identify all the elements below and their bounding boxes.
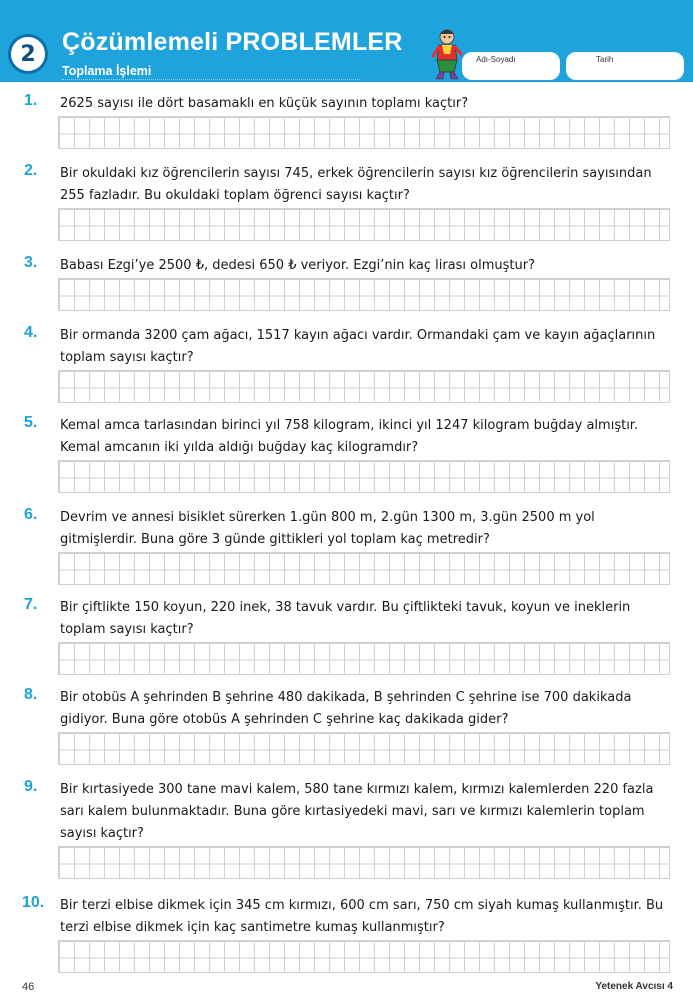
answer-grid [58, 370, 670, 403]
answer-grid [58, 732, 670, 765]
answer-grid [58, 278, 670, 311]
question-text: Bir ormanda 3200 çam ağacı, 1517 kayın ağacı vardır. Ormandaki çam ve kayın ağaçlarının toplam sayısı kaçtır? [60, 328, 656, 365]
question-number: 5. [24, 414, 38, 431]
question-number: 10. [22, 894, 45, 911]
answer-grid [58, 940, 670, 973]
answer-grid [58, 846, 670, 879]
question-text: 2625 sayısı ile dört basamaklı en küçük sayının toplamı kaçtır? [60, 96, 469, 111]
answer-grid [58, 642, 670, 675]
question-text: Bir çiftlikte 150 koyun, 220 inek, 38 tavuk vardır. Bu çiftlikteki tavuk, koyun ve ineklerin toplam sayısı kaçtır? [60, 600, 631, 637]
answer-grid [58, 116, 670, 149]
question-number: 7. [24, 596, 38, 613]
question-text: Bir okuldaki kız öğrencilerin sayısı 745, erkek öğrencilerin sayısı kız öğrencilerin sayısından 255 fazladır. Bu okuldaki toplam öğrenci sayısı kaçtır? [60, 166, 652, 203]
question-number: 9. [24, 778, 38, 795]
question-text: Bir kırtasiyede 300 tane mavi kalem, 580 tane kırmızı kalem, kırmızı kalemlerden 220 fazla sarı kalem bulunmaktadır. Buna göre kırtasiyedeki mavi, sarı ve kırmızı kalemlerin toplam sayısı kaçtır? [60, 782, 654, 841]
name-field [462, 52, 560, 80]
question-text: Devrim ve annesi bisiklet sürerken 1.gün 800 m, 2.gün 1300 m, 3.gün 2500 m yol gitmişlerdir. Buna göre 3 günde gittikleri yol toplam kaç metredir? [60, 510, 595, 547]
page-title: Çözümlemeli PROBLEMLER [62, 28, 403, 56]
answer-grid [58, 208, 670, 241]
question-number: 2. [24, 162, 38, 179]
question-number: 4. [24, 324, 38, 341]
question-number: 8. [24, 686, 38, 703]
question-text: Bir otobüs A şehrinden B şehrine 480 dakikada, B şehrinden C şehrine ise 700 dakikada gidiyor. Buna göre otobüs A şehrinden C şehrine kaç dakikada gider? [60, 690, 632, 727]
date-label: Tarih [596, 55, 614, 64]
page-number: 46 [22, 981, 35, 993]
date-field [566, 52, 684, 80]
name-label: Adı-Soyadı [476, 55, 516, 64]
question-text: Kemal amca tarlasından birinci yıl 758 kilogram, ikinci yıl 1247 kilogram buğday almıştır. Kemal amcanın iki yılda aldığı buğday kaç kilogramdır? [60, 418, 639, 455]
question-number: 3. [24, 254, 38, 271]
footer-brand: Yetenek Avcısı 4 [595, 981, 673, 992]
unit-number: 2 [20, 41, 36, 67]
question-number: 6. [24, 506, 38, 523]
answer-grid [58, 460, 670, 493]
question-text: Bir terzi elbise dikmek için 345 cm kırmızı, 600 cm sarı, 750 cm siyah kumaş kullanmıştır. Bu terzi elbise dikmek için kaç santimetre kumaş kullanmıştır? [60, 898, 664, 935]
unit-number-badge [8, 34, 48, 74]
question-number: 1. [24, 92, 38, 109]
page-subtitle: Toplama İşlemi [62, 64, 152, 78]
question-text: Babası Ezgi’ye 2500 ₺, dedesi 650 ₺ veriyor. Ezgi’nin kaç lirası olmuştur? [60, 258, 535, 273]
subtitle-divider [62, 79, 360, 80]
mascot-icon [430, 28, 464, 80]
answer-grid [58, 552, 670, 585]
